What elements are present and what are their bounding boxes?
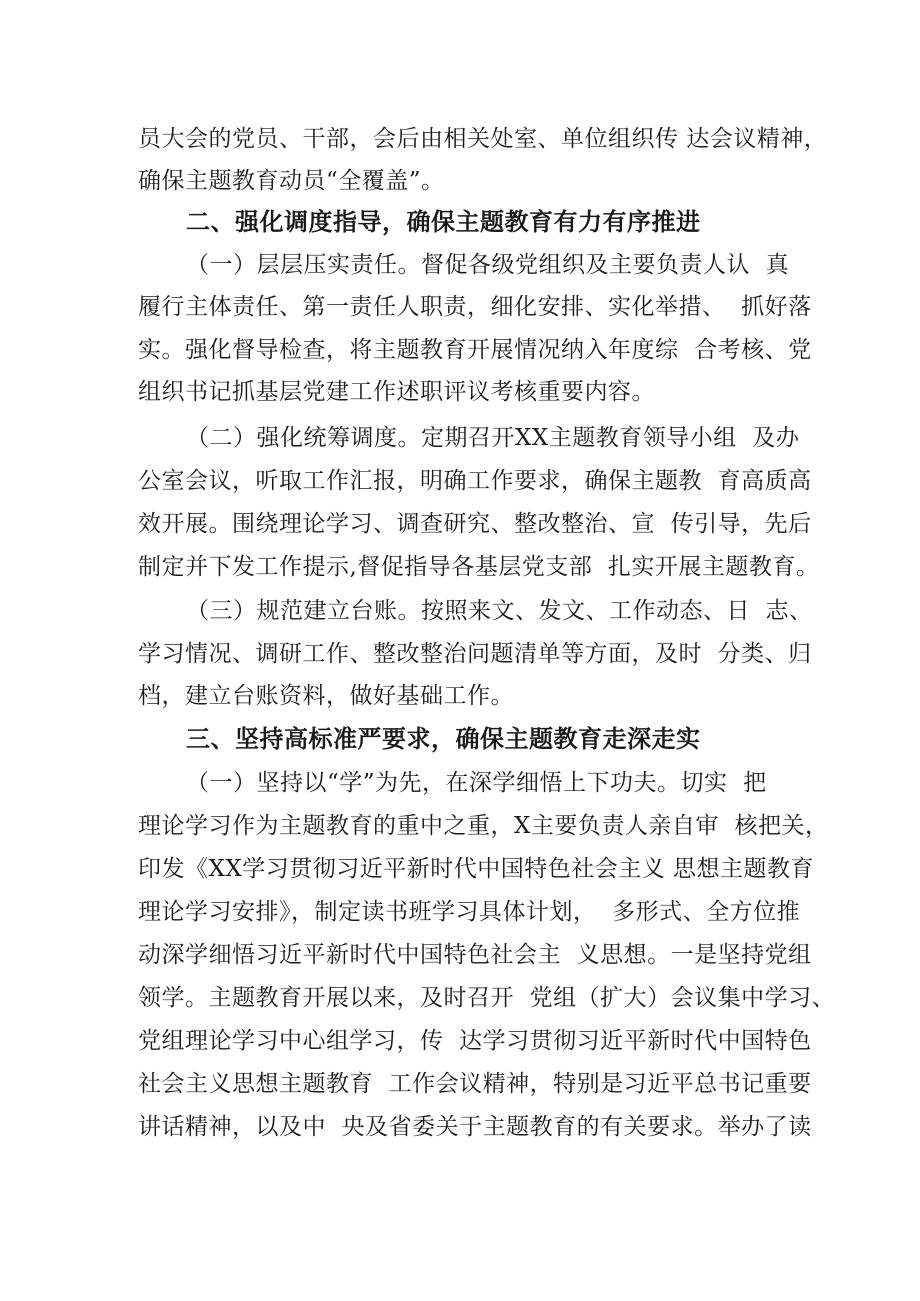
paragraph-line: 学习情况、调研工作、整改整治问题清单等方面，及时 分类、归 — [138, 641, 812, 667]
paragraph-line: 实。强化督导检查，将主题教育开展情况纳入年度综 合考核、党 — [138, 337, 812, 363]
paragraph-line: 领学。主题教育开展以来，及时召开 党组（扩大）会议集中学习、 — [138, 985, 836, 1011]
paragraph-line: 党组理论学习中心组学习，传 达学习贯彻习近平新时代中国特色 — [138, 1028, 812, 1054]
paragraph-line: （三）规范建立台账。按照来文、发文、工作动态、日 志、 — [186, 598, 813, 624]
paragraph-line: 社会主义思想主题教育 工作会议精神，特别是习近平总书记重要 — [138, 1071, 812, 1097]
paragraph-line: 理论学习作为主题教育的重中之重，X主要负责人亲自审 核把关， — [138, 813, 829, 839]
paragraph-line: 效开展。围绕理论学习、调查研究、整改整治、宣 传引导，先后 — [138, 511, 812, 537]
paragraph-line: 档，建立台账资料，做好基础工作。 — [138, 683, 514, 709]
paragraph-line: 组织书记抓基层党建工作述职评议考核重要内容。 — [138, 379, 655, 405]
paragraph-line: 制定并下发工作提示,督促指导各基层党支部 扎实开展主题教育。 — [138, 554, 820, 580]
section-heading-3: 三、坚持高标准严要求，确保主题教育走深走实 — [186, 725, 701, 753]
paragraph-line: 员大会的党员、干部，会后由相关处室、单位组织传 达会议精神， — [138, 126, 828, 152]
paragraph-line: 印发《XX学习贯彻习近平新时代中国特色社会主义 思想主题教育 — [138, 856, 815, 882]
paragraph-line: 理论学习安排》，制定读书班学习具体计划， 多形式、全方位推 — [138, 899, 801, 925]
paragraph-line: （一）坚持以“学”为先，在深学细悟上下功夫。切实 把 — [186, 770, 767, 796]
paragraph-line: 履行主体责任、第一责任人职责，细化安排、实化举措、 抓好落 — [138, 294, 812, 320]
paragraph-line: （二）强化统筹调度。定期召开XX主题教育领导小组 及办 — [186, 425, 800, 451]
paragraph-line: （一）层层压实责任。督促各级党组织及主要负责人认 真 — [186, 252, 790, 278]
paragraph-line: 讲话精神，以及中 央及省委关于主题教育的有关要求。举办了读 — [138, 1114, 812, 1140]
section-heading-2: 二、强化调度指导，确保主题教育有力有序推进 — [186, 208, 701, 236]
paragraph-line: 确保主题教育动员“全覆盖”。 — [138, 168, 445, 194]
paragraph-line: 动深学细悟习近平新时代中国特色社会主 义思想。一是坚持党组 — [138, 942, 812, 968]
paragraph-line: 公室会议，听取工作汇报，明确工作要求，确保主题教 育高质高 — [138, 468, 812, 494]
